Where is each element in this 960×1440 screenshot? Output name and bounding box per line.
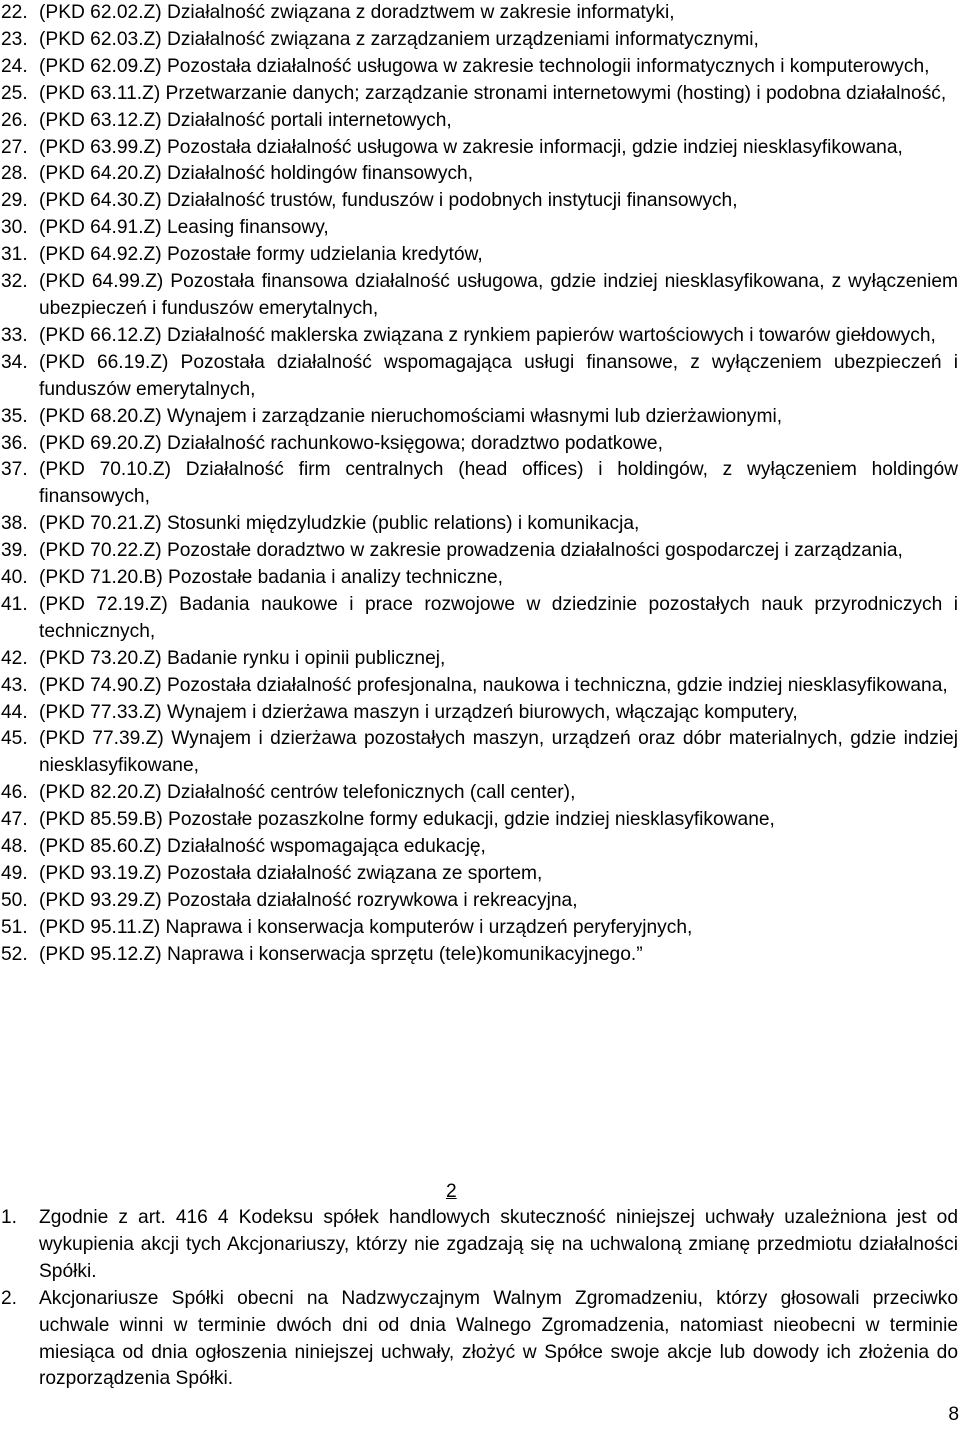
list-item-number: 38. <box>1 513 28 535</box>
list-item <box>1 511 959 538</box>
clause-number: 2. <box>1 1287 18 1309</box>
page-number: 8 <box>948 1404 959 1425</box>
list-item <box>1 242 959 269</box>
list-item-text: (PKD 63.11.Z) Przetwarzanie danych; zarządzanie stronami internetowymi (hosting) i podobna działalność, <box>39 82 947 104</box>
section-mark: 2 <box>446 1181 457 1202</box>
list-item-number: 28. <box>1 163 28 185</box>
pkd-activity-list <box>1 0 959 969</box>
list-item-number: 44. <box>1 701 28 723</box>
list-item-number: 32. <box>1 271 28 293</box>
list-item-number: 22. <box>1 2 28 23</box>
list-item-text: (PKD 62.02.Z) Działalność związana z doradztwem w zakresie informatyki, <box>39 2 675 23</box>
list-item <box>1 457 959 511</box>
list-item-number: 45. <box>1 728 28 750</box>
list-item-number: 31. <box>1 244 28 266</box>
list-item <box>1 108 959 135</box>
list-item-number: 47. <box>1 809 28 831</box>
list-item <box>1 834 959 861</box>
list-item-text: (PKD 93.19.Z) Pozostała działalność związana ze sportem, <box>39 863 543 884</box>
list-item <box>1 54 959 81</box>
list-item-number: 23. <box>1 28 28 50</box>
list-item-text: (PKD 73.20.Z) Badanie rynku i opinii publicznej, <box>39 647 446 669</box>
list-item-text: (PKD 69.20.Z) Działalność rachunkowo-księgowa; doradztwo podatkowe, <box>39 432 663 454</box>
list-item-text: (PKD 72.19.Z) Badania naukowe i prace rozwojowe w dziedzinie pozostałych nauk przyrodniczych i technicznych, <box>39 593 958 642</box>
list-item-text: (PKD 64.92.Z) Pozostałe formy udzielania kredytów, <box>39 244 483 266</box>
list-item-text: (PKD 62.03.Z) Działalność związana z zarządzaniem urządzeniami informatycznymi, <box>39 28 759 50</box>
list-item-number: 43. <box>1 674 28 696</box>
list-item <box>1 0 959 27</box>
list-item-text: (PKD 62.09.Z) Pozostała działalność usługowa w zakresie technologii informatycznych i komputerowych, <box>39 55 930 77</box>
list-item-text: (PKD 85.59.B) Pozostałe pozaszkolne formy edukacji, gdzie indziej niesklasyfikowane, <box>39 809 775 831</box>
list-item <box>1 888 959 915</box>
list-item <box>1 861 959 888</box>
list-item-text: (PKD 93.29.Z) Pozostała działalność rozrywkowa i rekreacyjna, <box>39 889 578 911</box>
list-item <box>1 673 959 700</box>
list-item-number: 41. <box>1 593 28 615</box>
clause-text: Zgodnie z art. 416 4 Kodeksu spółek handlowych skuteczność niniejszej uchwały uzależniona jest od wykupienia akcji tych Akcjonariuszy, którzy nie zgadzają się na uchwaloną zmianę przedmiotu działalności Spółki. <box>39 1207 958 1282</box>
list-item-number: 46. <box>1 782 28 804</box>
list-item-number: 40. <box>1 567 28 589</box>
clause <box>1 1205 959 1286</box>
list-item-text: (PKD 63.12.Z) Działalność portali internetowych, <box>39 109 452 131</box>
list-item-text: (PKD 68.20.Z) Wynajem i zarządzanie nieruchomościami własnymi lub dzierżawionymi, <box>39 405 783 427</box>
list-item-number: 52. <box>1 943 28 965</box>
list-item-text: (PKD 70.21.Z) Stosunki międzyludzkie (public relations) i komunikacja, <box>39 513 640 535</box>
list-item-text: (PKD 70.10.Z) Działalność firm centralnych (head offices) i holdingów, z wyłączeniem holdingów finansowych, <box>39 459 958 508</box>
list-item-text: (PKD 64.99.Z) Pozostała finansowa działalność usługowa, gdzie indziej niesklasyfikowana, z wyłączeniem ubezpieczeń i funduszów emerytalnych, <box>39 271 958 319</box>
list-item-number: 34. <box>1 351 28 373</box>
list-item-text: (PKD 77.33.Z) Wynajem i dzierżawa maszyn i urządzeń biurowych, włączając komputery, <box>39 701 798 723</box>
list-item-text: (PKD 66.12.Z) Działalność maklerska związana z rynkiem papierów wartościowych i towarów giełdowych, <box>39 324 936 346</box>
list-item-number: 37. <box>1 459 28 481</box>
list-item-number: 30. <box>1 217 28 239</box>
list-item-number: 36. <box>1 432 28 454</box>
list-item <box>1 431 959 458</box>
list-item <box>1 592 959 646</box>
list-item-text: (PKD 95.12.Z) Naprawa i konserwacja sprzętu (tele)komunikacyjnego.” <box>39 943 643 965</box>
list-item <box>1 27 959 54</box>
list-item-number: 39. <box>1 540 28 562</box>
list-item-text: (PKD 66.19.Z) Pozostała działalność wspomagająca usługi finansowe, z wyłączeniem ubezpieczeń i funduszów emerytalnych, <box>39 351 958 400</box>
list-item <box>1 942 959 969</box>
list-item <box>1 404 959 431</box>
list-item-text: (PKD 63.99.Z) Pozostała działalność usługowa w zakresie informacji, gdzie indziej niesklasyfikowana, <box>39 136 903 158</box>
list-item <box>1 807 959 834</box>
list-item-text: (PKD 74.90.Z) Pozostała działalność profesjonalna, naukowa i techniczna, gdzie indziej niesklasyfikowana, <box>39 674 948 696</box>
list-item-number: 26. <box>1 109 28 131</box>
list-item <box>1 81 959 108</box>
list-item <box>1 215 959 242</box>
list-item <box>1 323 959 350</box>
list-item-text: (PKD 64.30.Z) Działalność trustów, funduszów i podobnych instytucji finansowych, <box>39 190 738 212</box>
list-item-number: 27. <box>1 136 28 158</box>
list-item-number: 42. <box>1 647 28 669</box>
list-item <box>1 188 959 215</box>
list-item-number: 51. <box>1 916 28 938</box>
list-item-number: 48. <box>1 836 28 858</box>
list-item-text: (PKD 71.20.B) Pozostałe badania i analizy techniczne, <box>39 567 503 589</box>
resolution-clauses <box>1 1205 959 1393</box>
list-item <box>1 646 959 673</box>
list-item <box>1 915 959 942</box>
list-item-text: (PKD 95.11.Z) Naprawa i konserwacja komputerów i urządzeń peryferyjnych, <box>39 916 693 938</box>
list-item <box>1 780 959 807</box>
clause-text: Akcjonariusze Spółki obecni na Nadzwyczajnym Walnym Zgromadzeniu, którzy głosowali przeciwko uchwale winni w terminie dwóch dni od dnia Walnego Zgromadzenia, natomiast nieobecni w terminie miesiąca od dnia ogłoszenia niniejszej uchwały, złożyć w Spółce swoje akcje lub dowody ich złożenia do rozporządzenia Spółki. <box>39 1287 958 1390</box>
list-item-text: (PKD 77.39.Z) Wynajem i dzierżawa pozostałych maszyn, urządzeń oraz dóbr materialnych, gdzie indziej niesklasyfikowane, <box>39 728 958 777</box>
list-item <box>1 350 959 404</box>
list-item-number: 25. <box>1 82 28 104</box>
list-item-text: (PKD 70.22.Z) Pozostałe doradztwo w zakresie prowadzenia działalności gospodarczej i zarządzania, <box>39 540 903 562</box>
list-item-number: 35. <box>1 405 28 427</box>
list-item-text: (PKD 85.60.Z) Działalność wspomagająca edukację, <box>39 836 486 858</box>
list-item <box>1 538 959 565</box>
list-item-text: (PKD 64.20.Z) Działalność holdingów finansowych, <box>39 163 474 185</box>
list-item <box>1 161 959 188</box>
list-item-text: (PKD 64.91.Z) Leasing finansowy, <box>39 217 329 239</box>
list-item <box>1 269 959 323</box>
list-item <box>1 700 959 727</box>
clause-number: 1. <box>1 1207 18 1228</box>
list-item-number: 29. <box>1 190 28 212</box>
list-item-number: 24. <box>1 55 28 77</box>
clause <box>1 1286 959 1394</box>
list-item <box>1 135 959 162</box>
list-item-number: 50. <box>1 889 28 911</box>
list-item <box>1 565 959 592</box>
list-item <box>1 726 959 780</box>
list-item-number: 33. <box>1 324 28 346</box>
list-item-number: 49. <box>1 863 28 884</box>
list-item-text: (PKD 82.20.Z) Działalność centrów telefonicznych (call center), <box>39 782 576 804</box>
